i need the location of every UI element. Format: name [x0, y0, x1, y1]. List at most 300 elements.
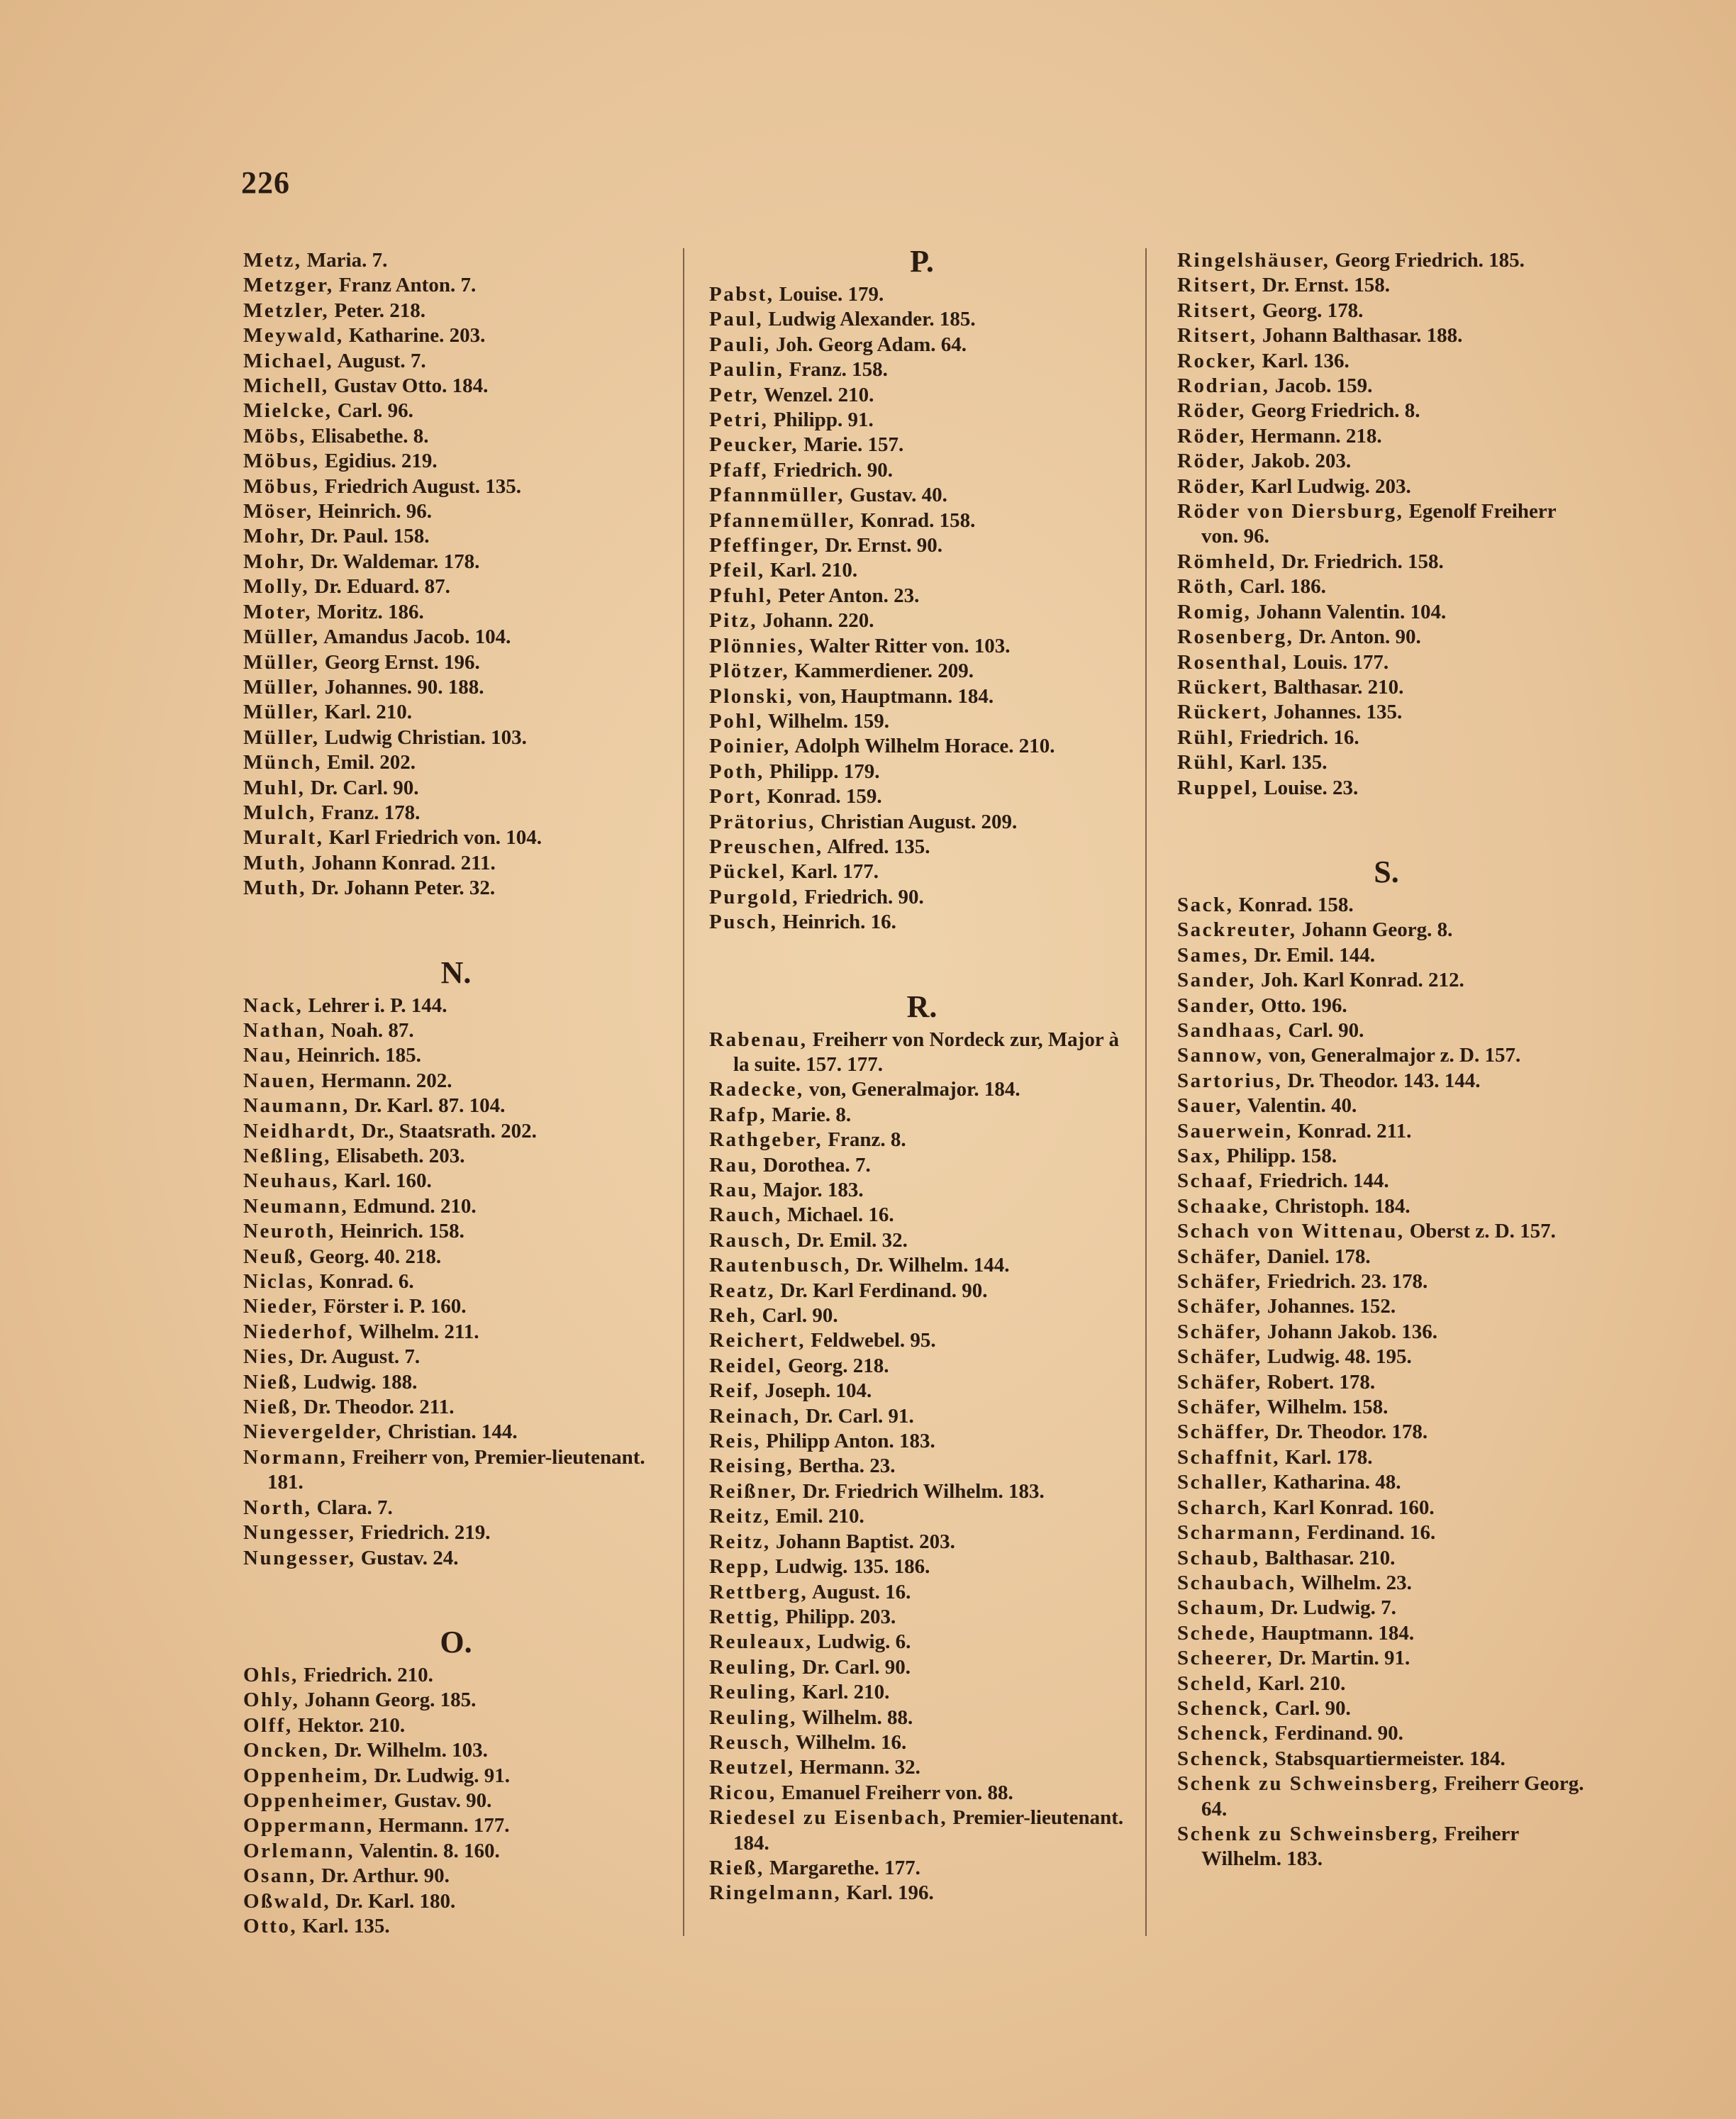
entry-details: Dr. Karl. 87. 104. [355, 1094, 506, 1118]
index-entry [243, 1420, 669, 1445]
entry-surname: Reis, [709, 1430, 761, 1453]
index-entry [709, 885, 1135, 910]
index-entry [243, 299, 669, 323]
index-entry [1177, 399, 1596, 423]
entry-surname: Mohr, [243, 550, 306, 573]
entry-details: Wilhelm. 23. [1301, 1571, 1412, 1594]
index-entry [709, 1504, 1135, 1529]
index-entry [243, 474, 669, 499]
entry-surname: Pfeil, [709, 559, 765, 582]
index-entry [709, 307, 1135, 332]
entry-surname: Reising, [709, 1455, 794, 1478]
index-entry [1177, 474, 1596, 499]
index-entry [709, 1253, 1135, 1278]
entry-details: Johann Baptist. 203. [775, 1530, 955, 1553]
index-entry [1177, 1345, 1596, 1369]
entry-details: Dr. Wilhelm. 103. [334, 1739, 488, 1762]
entry-surname: Muth, [243, 877, 307, 900]
entry-details: Moritz. 186. [317, 600, 424, 623]
entry-surname: Sames, [1177, 943, 1250, 967]
entry-details: Dr. Friedrich. 158. [1281, 550, 1444, 573]
entry-details: Major. 183. [763, 1179, 864, 1201]
entry-details: Georg Friedrich. 8. [1251, 399, 1420, 423]
entry-details: Dr. Emil. 144. [1254, 943, 1375, 967]
entry-surname: Pfuhl, [709, 584, 773, 607]
entry-surname: Rückert, [1177, 701, 1269, 724]
index-entry [243, 1864, 669, 1889]
entry-surname: Nieß, [243, 1396, 299, 1419]
entry-surname: Rau, [709, 1179, 758, 1201]
index-entry [709, 1178, 1135, 1203]
entry-surname: Scheld, [1177, 1672, 1253, 1695]
entry-surname: Muth, [243, 851, 307, 874]
entry-surname: Schede, [1177, 1621, 1257, 1645]
index-entry [709, 760, 1135, 784]
entry-surname: Ohls, [243, 1663, 299, 1686]
index-entry [1177, 1546, 1596, 1571]
entry-surname: Pückel, [709, 860, 786, 884]
entry-surname: Schaub, [1177, 1546, 1260, 1569]
entry-surname: Rau, [709, 1153, 758, 1177]
entry-surname: Oßwald, [243, 1889, 331, 1913]
entry-details: Karl. 177. [791, 860, 879, 884]
index-entry [709, 1781, 1135, 1806]
entry-surname: Poinier, [709, 735, 791, 758]
entry-surname: Möbs, [243, 424, 307, 447]
index-entry [243, 1813, 669, 1838]
entry-details: Dr. Eduard. 87. [314, 575, 450, 599]
index-entry [243, 399, 669, 423]
entry-details: Gustav. 40. [850, 484, 947, 507]
entry-details: Hermann. 218. [1251, 424, 1382, 447]
entry-details: Ludwig. 48. 195. [1267, 1345, 1412, 1369]
entry-surname: Reatz, [709, 1279, 776, 1302]
index-entry [243, 1738, 669, 1763]
entry-details: Heinrich. 185. [297, 1044, 421, 1067]
index-entry [243, 1764, 669, 1789]
entry-surname: Molly, [243, 575, 310, 599]
entry-surname: Schach von Wittenau, [1177, 1220, 1405, 1243]
entry-surname: Moter, [243, 600, 312, 623]
entry-surname: Pfannemüller, [709, 508, 856, 532]
index-entry [709, 860, 1135, 884]
index-entry [1177, 994, 1596, 1018]
index-entry [709, 433, 1135, 457]
index-entry [1177, 1219, 1596, 1244]
entry-details: Heinrich. 16. [782, 911, 896, 934]
index-entry [1177, 650, 1596, 675]
index-entry [1177, 1043, 1596, 1068]
index-entry [243, 801, 669, 825]
index-entry [1177, 1621, 1596, 1646]
entry-surname: Michael, [243, 349, 334, 372]
entry-details: Dr. Carl. 91. [806, 1404, 914, 1428]
index-entry [709, 1605, 1135, 1630]
entry-details: Johannes. 90. 188. [324, 675, 484, 699]
entry-surname: Röder, [1177, 450, 1246, 473]
index-entry [709, 1454, 1135, 1479]
index-entry [709, 1555, 1135, 1579]
index-entry [1177, 1596, 1596, 1620]
entry-surname: Müller, [243, 650, 320, 674]
index-entry [709, 1881, 1135, 1906]
entry-details: Dr. Arthur. 90. [321, 1864, 450, 1888]
entry-details: Konrad. 159. [767, 785, 882, 808]
index-entry [1177, 1395, 1596, 1420]
index-entry [709, 684, 1135, 709]
entry-details: Marie. 157. [803, 433, 904, 457]
index-entry [709, 1429, 1135, 1454]
index-entry [709, 1630, 1135, 1654]
index-entry [243, 524, 669, 549]
index-entry [709, 383, 1135, 408]
entry-details: Karl. 210. [324, 701, 412, 724]
index-entry [243, 1370, 669, 1395]
entry-surname: Schenck, [1177, 1747, 1270, 1770]
index-entry [1177, 424, 1596, 449]
entry-details: Georg. 178. [1262, 299, 1364, 322]
entry-surname: Pfaff, [709, 458, 769, 482]
index-entry [709, 584, 1135, 608]
entry-surname: Ritsert, [1177, 324, 1257, 347]
entry-details: Johannes. 152. [1267, 1295, 1396, 1318]
entry-details: Freiherr Georg. 64. [1201, 1772, 1584, 1820]
index-entry [709, 810, 1135, 835]
index-entry [243, 323, 669, 348]
entry-surname: Schaubach, [1177, 1571, 1296, 1594]
entry-details: Oberst z. D. 157. [1409, 1220, 1556, 1243]
entry-surname: Ricou, [709, 1781, 777, 1804]
entry-surname: Schäffer, [1177, 1420, 1271, 1444]
index-entry [709, 1128, 1135, 1152]
entry-surname: Ringelmann, [709, 1881, 842, 1905]
index-entry [243, 374, 669, 399]
entry-details: Katharina. 48. [1273, 1471, 1401, 1494]
page-number: 226 [241, 165, 290, 200]
entry-surname: Müller, [243, 675, 320, 699]
entry-details: Heinrich. 96. [318, 500, 433, 523]
entry-surname: Rettig, [709, 1605, 781, 1628]
index-entry [243, 349, 669, 374]
entry-details: Dr. Wilhelm. 144. [856, 1254, 1010, 1277]
entry-details: Johann Georg. 185. [304, 1689, 477, 1712]
entry-surname: Reuling, [709, 1706, 797, 1729]
entry-details: Margarethe. 177. [769, 1856, 920, 1879]
entry-surname: Röder, [1177, 424, 1246, 447]
index-entry [243, 1345, 669, 1369]
index-entry [243, 1043, 669, 1068]
entry-surname: Schaaf, [1177, 1169, 1254, 1193]
entry-surname: Röder, [1177, 474, 1246, 498]
entry-details: Johann Balthasar. 188. [1262, 324, 1463, 347]
index-entry [243, 675, 669, 700]
entry-details: Louise. 179. [779, 283, 884, 306]
index-entry [709, 1103, 1135, 1128]
index-entry [243, 851, 669, 876]
index-entry [709, 734, 1135, 759]
index-entry [1177, 499, 1596, 550]
index-entry [1177, 449, 1596, 474]
entry-details: Friedrich. 90. [804, 885, 924, 908]
entry-surname: Metzger, [243, 274, 334, 297]
index-entry [709, 634, 1135, 659]
entry-details: Ludwig. 6. [818, 1630, 911, 1654]
index-entry [709, 608, 1135, 633]
entry-surname: Schäfer, [1177, 1345, 1262, 1369]
index-entry [243, 1688, 669, 1713]
entry-surname: Romig, [1177, 600, 1252, 623]
entry-details: Georg. 40. 218. [309, 1245, 442, 1268]
index-entry [243, 1245, 669, 1269]
index-entry [709, 282, 1135, 307]
entry-surname: Müller, [243, 701, 320, 724]
entry-surname: Sauer, [1177, 1094, 1243, 1118]
entry-surname: Reitz, [709, 1505, 771, 1528]
index-entry [243, 725, 669, 750]
index-entry [1177, 374, 1596, 399]
index-entry [1177, 1646, 1596, 1671]
entry-details: Hermann. 32. [799, 1756, 920, 1779]
index-entry [1177, 248, 1596, 273]
entry-surname: Purgold, [709, 885, 800, 908]
index-entry [243, 776, 669, 801]
index-entry [1177, 1320, 1596, 1345]
entry-surname: Reuling, [709, 1681, 797, 1704]
index-entry [709, 1279, 1135, 1303]
entry-details: Daniel. 178. [1267, 1245, 1371, 1268]
entry-surname: Neuroth, [243, 1220, 335, 1243]
entry-surname: Neuhaus, [243, 1169, 340, 1193]
entry-details: Ferdinand. 90. [1274, 1722, 1403, 1745]
entry-details: Konrad. 158. [1238, 893, 1354, 916]
index-entry [709, 659, 1135, 684]
entry-surname: Naumann, [243, 1094, 350, 1118]
entry-details: Johann Jakob. 136. [1267, 1320, 1438, 1343]
index-entry [709, 1228, 1135, 1253]
index-entry [1177, 574, 1596, 599]
entry-details: Dr. Paul. 158. [311, 525, 430, 548]
index-entry [1177, 1018, 1596, 1043]
index-entry [243, 1194, 669, 1219]
entry-details: Valentin. 8. 160. [359, 1839, 500, 1862]
index-entry [1177, 299, 1596, 323]
entry-details: Joh. Karl Konrad. 212. [1260, 969, 1464, 992]
index-entry [709, 1730, 1135, 1755]
index-entry [709, 1328, 1135, 1353]
entry-surname: Metz, [243, 249, 302, 272]
entry-details: Ferdinand. 16. [1306, 1521, 1436, 1545]
entry-details: Carl. 186. [1240, 575, 1326, 599]
entry-details: Konrad. 6. [319, 1270, 414, 1294]
column-divider [683, 248, 684, 1936]
entry-surname: Osann, [243, 1864, 316, 1888]
entry-surname: Schenk zu Schweinsberg, [1177, 1772, 1440, 1796]
entry-surname: Nungesser, [243, 1546, 356, 1569]
entry-details: August. 7. [337, 349, 426, 372]
entry-surname: Müller, [243, 725, 320, 749]
index-entry [709, 1354, 1135, 1379]
entry-surname: Röder von Diersburg, [1177, 500, 1404, 523]
entry-details: Dr. Friedrich Wilhelm. 183. [802, 1479, 1045, 1503]
index-entry [243, 1445, 669, 1496]
entry-surname: Prätorius, [709, 810, 816, 833]
entry-details: Robert. 178. [1267, 1370, 1376, 1394]
entry-details: Gustav. 90. [394, 1789, 492, 1812]
entry-details: Förster i. P. 160. [323, 1295, 467, 1318]
entry-details: Freiherr Wilhelm. 183. [1201, 1822, 1519, 1871]
index-entry [1177, 625, 1596, 650]
entry-surname: Orlemann, [243, 1839, 355, 1862]
entry-details: von, Hauptmann. 184. [799, 684, 994, 708]
index-entry [709, 709, 1135, 734]
entry-details: Wilhelm. 211. [359, 1320, 479, 1343]
index-entry [1177, 1269, 1596, 1294]
entry-surname: Ohly, [243, 1689, 300, 1712]
index-entry [709, 1379, 1135, 1403]
index-entry [709, 357, 1135, 382]
index-entry [243, 625, 669, 650]
entry-details: Karl. 210. [802, 1681, 890, 1704]
index-entry [243, 750, 669, 775]
entry-details: Marie. 8. [772, 1103, 852, 1126]
entry-details: Ludwig Christian. 103. [324, 725, 527, 749]
entry-surname: Schaum, [1177, 1596, 1266, 1620]
entry-details: Alfred. 135. [827, 835, 930, 858]
index-entry [243, 1663, 669, 1688]
index-entry [243, 273, 669, 298]
entry-details: Georg Friedrich. 185. [1335, 249, 1525, 272]
entry-surname: Pitz, [709, 609, 758, 633]
entry-details: von, Generalmajor. 184. [808, 1078, 1020, 1101]
index-entry [1177, 1822, 1596, 1872]
entry-details: Emil. 202. [327, 751, 416, 774]
entry-surname: Plonski, [709, 684, 794, 708]
index-entry [243, 825, 669, 850]
entry-details: Friedrich. 23. 178. [1267, 1270, 1428, 1294]
entry-details: Franz Anton. 7. [338, 274, 477, 297]
index-entry [243, 1018, 669, 1043]
entry-details: Premier-lieutenant. 184. [733, 1806, 1124, 1854]
entry-details: Konrad. 158. [860, 508, 976, 532]
index-entry [709, 558, 1135, 583]
entry-surname: Sandhaas, [1177, 1018, 1284, 1042]
index-entry [709, 1706, 1135, 1730]
entry-surname: Müller, [243, 625, 320, 649]
entry-surname: Sauerwein, [1177, 1119, 1293, 1142]
index-entry [1177, 700, 1596, 725]
entry-details: Philipp. 203. [785, 1605, 896, 1628]
index-entry [243, 1269, 669, 1294]
entry-surname: Ringelshäuser, [1177, 249, 1330, 272]
index-entry [243, 1395, 669, 1420]
entry-surname: Scharch, [1177, 1496, 1269, 1519]
entry-details: Dorothea. 7. [763, 1153, 871, 1177]
index-entry [1177, 600, 1596, 625]
index-entry [1177, 1747, 1596, 1772]
index-entry [1177, 1470, 1596, 1495]
entry-details: Michael. 16. [787, 1203, 894, 1227]
index-entry [1177, 1772, 1596, 1822]
entry-surname: Neidhardt, [243, 1119, 357, 1142]
index-entry [243, 499, 669, 524]
index-entry [243, 1294, 669, 1319]
entry-surname: Meywald, [243, 324, 344, 347]
index-entry [243, 1094, 669, 1118]
entry-surname: Schaffnit, [1177, 1445, 1281, 1469]
index-entry [709, 1755, 1135, 1780]
entry-surname: Reitz, [709, 1530, 771, 1553]
entry-details: Clara. 7. [316, 1496, 393, 1519]
index-entry [1177, 1520, 1596, 1545]
entry-details: Hermann. 177. [378, 1814, 510, 1837]
entry-surname: Preuschen, [709, 835, 823, 858]
index-entry [1177, 349, 1596, 374]
entry-details: Philipp. 158. [1226, 1145, 1337, 1167]
entry-details: Karl. 210. [1258, 1672, 1346, 1695]
entry-surname: Pfeffinger, [709, 534, 820, 557]
index-entry [243, 1520, 669, 1545]
entry-details: Dr. Emil. 32. [796, 1228, 908, 1252]
index-entry [243, 449, 669, 474]
entry-surname: Nies, [243, 1345, 295, 1369]
entry-details: Friedrich. 90. [773, 458, 894, 482]
entry-surname: Neßling, [243, 1145, 331, 1167]
index-entry [1177, 1496, 1596, 1520]
entry-surname: Rückert, [1177, 675, 1269, 699]
entry-details: Friedrich August. 135. [324, 474, 522, 498]
entry-details: Philipp. 179. [769, 760, 880, 783]
entry-details: Georg Ernst. 196. [324, 650, 480, 674]
entry-details: Ludwig Alexander. 185. [768, 308, 976, 331]
entry-details: Carl. 90. [1274, 1696, 1351, 1720]
entry-details: Dr. Anton. 90. [1298, 625, 1421, 649]
entry-details: Dr. Theodor. 143. 144. [1287, 1069, 1481, 1092]
entry-surname: Schäfer, [1177, 1245, 1262, 1268]
entry-details: Karl Friedrich von. 104. [328, 826, 542, 850]
entry-surname: Schaake, [1177, 1194, 1270, 1218]
entry-details: Bertha. 23. [799, 1455, 896, 1478]
entry-surname: Rühl, [1177, 751, 1235, 774]
index-entry [709, 1530, 1135, 1555]
entry-details: Balthasar. 210. [1264, 1546, 1396, 1569]
entry-details: Dr. Ludwig. 7. [1270, 1596, 1396, 1620]
index-column-3 [1177, 248, 1596, 1872]
entry-details: Freiherr von, Premier-lieutenant. 181. [267, 1445, 645, 1494]
entry-surname: Nieder, [243, 1295, 318, 1318]
entry-surname: Otto, [243, 1914, 298, 1937]
entry-surname: Neuß, [243, 1245, 304, 1268]
entry-surname: Oppermann, [243, 1814, 374, 1837]
entry-details: Louise. 23. [1264, 776, 1359, 799]
index-entry [709, 1479, 1135, 1504]
entry-details: Christian August. 209. [820, 810, 1018, 833]
entry-details: Otto. 196. [1260, 994, 1347, 1017]
entry-details: Dr. Theodor. 178. [1276, 1420, 1428, 1444]
index-entry [709, 1303, 1135, 1328]
entry-details: Hermann. 202. [321, 1069, 452, 1092]
entry-surname: Sander, [1177, 969, 1256, 992]
index-entry [1177, 1169, 1596, 1194]
entry-details: Friedrich. 210. [304, 1663, 433, 1686]
section-letter-heading: O. [440, 1624, 472, 1659]
entry-details: Dr. Ernst. 158. [1262, 274, 1391, 297]
entry-details: Edmund. 210. [353, 1194, 477, 1218]
entry-surname: Nievergelder, [243, 1420, 383, 1444]
entry-surname: Scharmann, [1177, 1521, 1302, 1545]
entry-surname: Mielcke, [243, 399, 333, 423]
index-entry [709, 1028, 1135, 1078]
index-entry [709, 1404, 1135, 1429]
